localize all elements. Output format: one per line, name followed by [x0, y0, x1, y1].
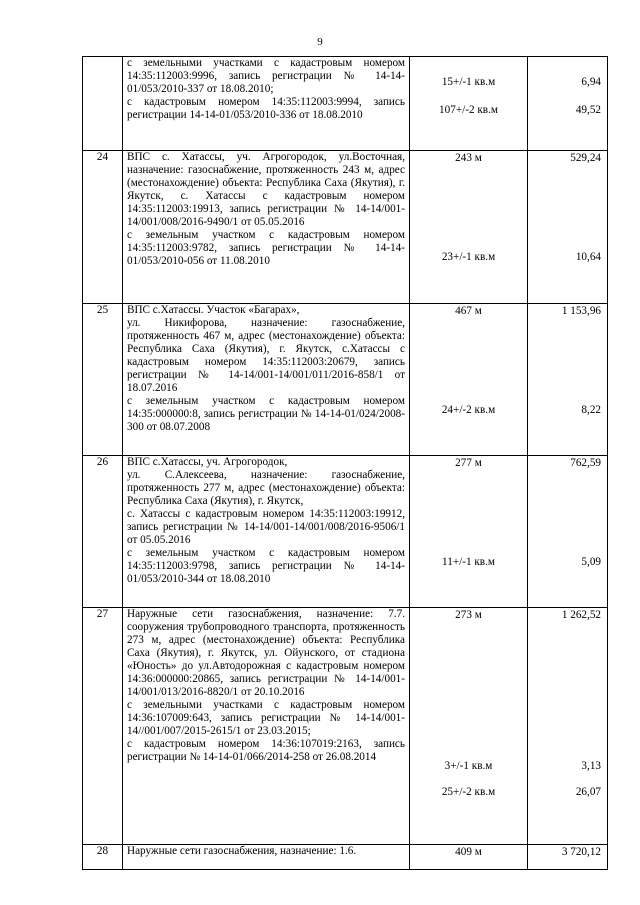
- measure-value: 25+/-2 кв.м: [441, 786, 496, 798]
- description-paragraph: Наружные сети газоснабжения, назначение: 1.6.: [127, 845, 357, 857]
- measure-cell: [410, 456, 528, 608]
- row-number: [83, 57, 123, 151]
- cost-cell: [528, 57, 608, 151]
- table-row: [83, 845, 608, 870]
- description-paragraph: Наружные сети газоснабжения, назначение: 7.7. сооружения трубопроводного транспорта, протяженность 273 м, адрес (местонахождение) объекта: Республика Саха (Якутия), г. Якутск, ул. Ойунского, от стадиона «Юность» до ул.Автодорожная с кадастровым номером 14:36:000000:20865, запись регистрации № 14-14/001-14/001/013/2016-8820/1 от 20.10.2016: [127, 608, 405, 698]
- table-row: [83, 304, 608, 456]
- description-paragraph: с земельным участком с кадастровым номером 14:35:000000:8, запись регистрации № 14-14-01/024/2008-300 от 08.07.2008: [127, 395, 405, 433]
- cost-value: 26,07: [575, 786, 601, 798]
- row-number: 25: [83, 304, 123, 456]
- cost-value: 6,94: [581, 76, 601, 88]
- measure-value: 409 м: [455, 846, 482, 858]
- row-number: 27: [83, 608, 123, 845]
- measure-value: 3+/-1 кв.м: [444, 760, 493, 772]
- measure-cell: [410, 57, 528, 151]
- table-row: [83, 57, 608, 151]
- row-number: 26: [83, 456, 123, 608]
- cost-value: 3,13: [581, 760, 601, 772]
- cost-cell: [528, 608, 608, 845]
- description-paragraph: с земельным участком с кадастровым номером 14:35:112003:9782, запись регистрации № 14-14-01/053/2010-056 от 11.08.2010: [127, 229, 405, 267]
- cost-value: 3 720,12: [561, 846, 601, 858]
- object-description: [123, 608, 410, 845]
- row-number: 24: [83, 151, 123, 304]
- cost-cell: [528, 304, 608, 456]
- object-description: [123, 456, 410, 608]
- cost-value: 762,59: [570, 457, 601, 469]
- page-number: 9: [317, 36, 323, 48]
- cost-value: 529,24: [570, 152, 601, 164]
- measure-value: 15+/-1 кв.м: [441, 76, 496, 88]
- measure-value: 467 м: [455, 305, 482, 317]
- cost-value: 8,22: [581, 404, 601, 416]
- cost-value: 10,64: [575, 251, 601, 263]
- description-paragraph: с кадастровым номером 14:35:112003:9994, запись регистрации 14-14-01/053/2010-336 от 18.08.2010: [127, 96, 405, 121]
- object-description: [123, 151, 410, 304]
- measure-cell: [410, 608, 528, 845]
- cost-cell: [528, 845, 608, 870]
- cost-cell: [528, 456, 608, 608]
- measure-value: 23+/-1 кв.м: [441, 251, 496, 263]
- object-description: [123, 304, 410, 456]
- object-description: [123, 57, 410, 151]
- cost-value: 1 153,96: [561, 305, 601, 317]
- table-row: [83, 608, 608, 845]
- description-paragraph: с. Хатассы с кадастровым номером 14:35:112003:19912, запись регистрации № 14-14/001-14/001/008/2016-9506/1 от 05.05.2016: [127, 508, 405, 546]
- table-row: [83, 456, 608, 608]
- measure-value: 243 м: [455, 152, 482, 164]
- cost-cell: [528, 151, 608, 304]
- description-paragraph: ул. Никифорова, назначение: газоснабжение, протяженность 467 м, адрес (местонахождение) объекта: Республика Саха (Якутия), г. Якутск, с.Хатассы с кадастровым номером 14:35:112003:20679, запись регистрации № 14-14/001-14/001/011/2016-858/1 от 18.07.2016: [127, 317, 405, 394]
- description-paragraph: с земельными участками с кадастровым номером 14:35:112003:9996, запись регистрации № 14-14-01/053/2010-337 от 18.08.2010;: [127, 57, 405, 95]
- description-paragraph: ул. С.Алексеева, назначение: газоснабжение, протяженность 277 м, адрес (местонахождение) объекта: Республика Саха (Якутия), г. Якутск,: [127, 469, 405, 507]
- description-paragraph: ВПС с.Хатассы, уч. Агрогородок,: [127, 456, 288, 468]
- description-paragraph: ВПС с. Хатассы, уч. Агрогородок, ул.Восточная, назначение: газоснабжение, протяженность 243 м, адрес (местонахождение) объекта: Республика Саха (Якутия), г. Якутск, с. Хатассы с кадастровым номером 14:35:112003:19913, запись регистрации № 14-14/001-14/001/008/2016-9490/1 от 05.05.2016: [127, 151, 405, 228]
- measure-value: 273 м: [455, 609, 482, 621]
- measure-value: 11+/-1 кв.м: [442, 556, 495, 568]
- cost-value: 1 262,52: [561, 609, 601, 621]
- table-row: [83, 151, 608, 304]
- measure-cell: [410, 845, 528, 870]
- object-description: [123, 845, 410, 870]
- description-paragraph: ВПС с.Хатассы. Участок «Багарах»,: [127, 304, 300, 316]
- description-paragraph: с земельным участком с кадастровым номером 14:35:112003:9798, запись регистрации № 14-14-01/053/2010-344 от 18.08.2010: [127, 547, 405, 585]
- cost-value: 5,09: [581, 556, 601, 568]
- cost-value: 49,52: [575, 104, 601, 116]
- measure-value: 107+/-2 кв.м: [439, 104, 498, 116]
- measure-cell: [410, 151, 528, 304]
- measure-value: 277 м: [455, 457, 482, 469]
- measure-value: 24+/-2 кв.м: [441, 404, 496, 416]
- description-paragraph: с земельными участками с кадастровым номером 14:36:107009:643, запись регистрации № 14-14/001-14//001/007/2015-2615/1 от 23.03.2015;: [127, 699, 405, 737]
- measure-cell: [410, 304, 528, 456]
- row-number: 28: [83, 845, 123, 870]
- property-table: [82, 56, 608, 870]
- description-paragraph: с кадастровым номером 14:36:107019:2163, запись регистрации № 14-14-01/066/2014-258 от 26.08.2014: [127, 738, 405, 763]
